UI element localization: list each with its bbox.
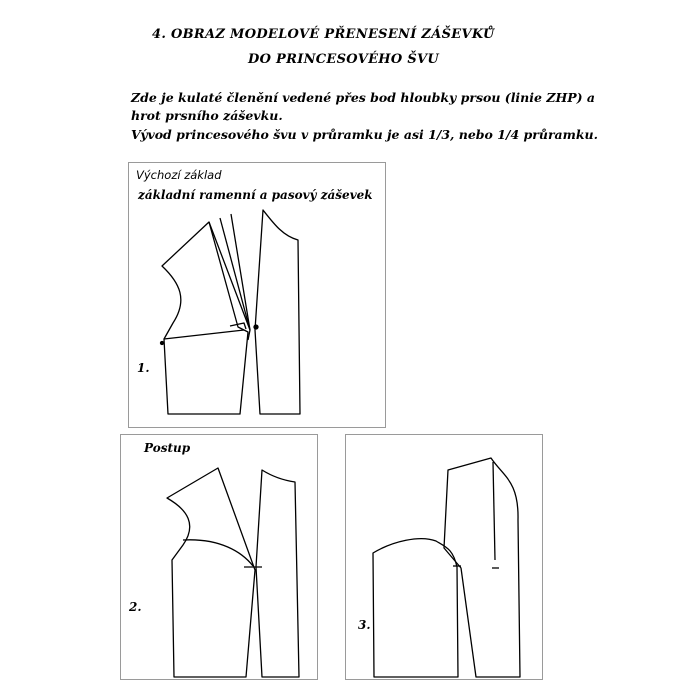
panel-1-subcaption: základní ramenní a pasový záševek — [138, 188, 373, 202]
panel-2-number: 2. — [129, 600, 142, 614]
pattern-1-front-piece — [162, 222, 248, 414]
pattern-2-side-piece — [256, 470, 299, 677]
pattern-2-princess-curve — [183, 540, 253, 566]
pattern-1-bust-line — [164, 330, 244, 339]
pattern-1-point-a — [161, 342, 164, 345]
page-subtitle: DO PRINCESOVÉHO ŠVU — [248, 52, 440, 67]
page-title: 4. OBRAZ MODELOVÉ PŘENESENÍ ZÁŠEVKŮ — [152, 27, 495, 42]
bodice-pattern-2 — [167, 468, 299, 677]
pattern-1-point-b — [254, 325, 258, 329]
bodice-pattern-3 — [373, 458, 520, 677]
panel-1-number: 1. — [137, 361, 150, 375]
pattern-2-front-piece — [167, 468, 255, 677]
intro-line-1: Zde je kulaté členění vedené přes bod hloubky prsou (linie ZHP) a — [131, 90, 596, 105]
intro-line-3: Vývod princesového švu v průramku je asi 1/3, nebo 1/4 průramku. — [131, 127, 598, 142]
pattern-3-center-front-piece — [444, 458, 520, 677]
pattern-3-grain-line — [493, 462, 495, 560]
pattern-1-shoulder-dart — [209, 214, 250, 330]
panel-3-number: 3. — [358, 618, 371, 632]
panel-2-caption: Postup — [144, 441, 191, 455]
intro-line-2: hrot prsního záševku. — [131, 108, 283, 123]
bodice-pattern-1 — [161, 210, 301, 414]
panel-1-caption: Výchozí základ — [136, 168, 222, 182]
pattern-1-side-piece — [255, 210, 300, 414]
pattern-3-side-front-piece — [373, 539, 458, 677]
